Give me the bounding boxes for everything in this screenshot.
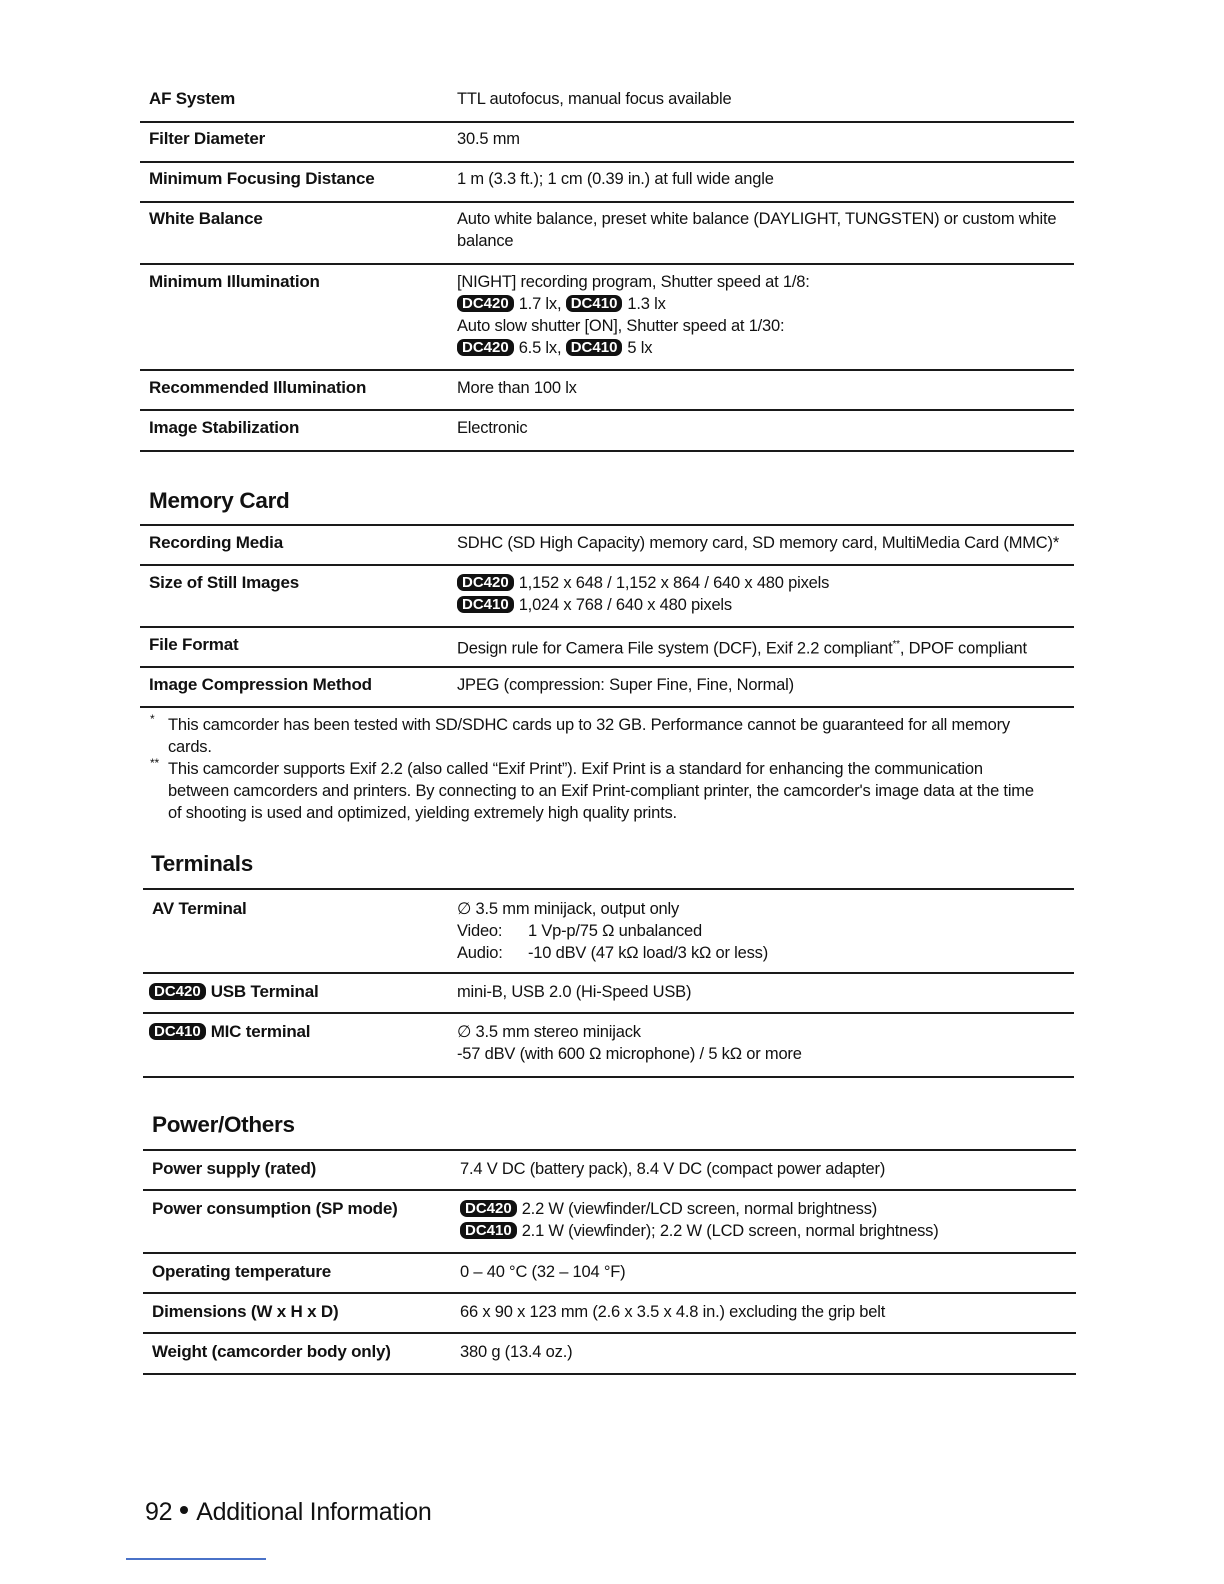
spec-value: mini-B, USB 2.0 (Hi-Speed USB) — [457, 983, 692, 1001]
spec-label: AV Terminal — [152, 899, 247, 918]
dc410-badge: DC410 — [566, 339, 623, 356]
spec-row — [140, 526, 1074, 566]
spec-row — [140, 123, 1074, 163]
dc410-badge: DC410 — [460, 1222, 517, 1239]
spec-value: 0 – 40 °C (32 – 104 °F) — [460, 1263, 626, 1281]
spec-label: Minimum Illumination — [149, 272, 320, 291]
spec-label: Weight (camcorder body only) — [152, 1342, 391, 1361]
spec-label: DC420 USB Terminal — [149, 981, 319, 1003]
spec-value: 7.4 V DC (battery pack), 8.4 V DC (compact power adapter) — [460, 1160, 886, 1178]
spec-row — [140, 203, 1074, 265]
spec-row — [140, 371, 1074, 411]
dc420-badge: DC420 — [457, 295, 514, 312]
spec-label: Size of Still Images — [149, 573, 299, 592]
spec-row — [140, 566, 1074, 628]
spec-row — [140, 265, 1074, 371]
section-title-power-others: Power/Others — [152, 1112, 295, 1137]
spec-label: Operating temperature — [152, 1262, 332, 1281]
spec-value: TTL autofocus, manual focus available — [457, 90, 732, 108]
dc410-badge: DC410 — [149, 1023, 206, 1040]
spec-row — [143, 974, 1074, 1014]
page-number: 92 — [145, 1498, 173, 1526]
spec-row — [140, 163, 1074, 203]
spec-value: 66 x 90 x 123 mm (2.6 x 3.5 x 4.8 in.) excluding the grip belt — [460, 1303, 886, 1321]
spec-row — [143, 1191, 1076, 1254]
spec-row — [143, 890, 1074, 974]
page-footer — [145, 1496, 431, 1528]
spec-label: Image Compression Method — [149, 675, 372, 694]
spec-row — [140, 88, 1074, 123]
top-spec-table — [140, 88, 1074, 452]
dc420-badge: DC420 — [457, 574, 514, 591]
spec-row — [143, 1014, 1074, 1078]
spec-row — [143, 1151, 1076, 1191]
memory-card-table — [140, 526, 1074, 708]
spec-label: Minimum Focusing Distance — [149, 169, 375, 188]
scan-artifact-line — [126, 1558, 266, 1560]
spec-value: Electronic — [457, 419, 528, 437]
spec-value: 380 g (13.4 oz.) — [460, 1343, 573, 1361]
spec-value: JPEG (compression: Super Fine, Fine, Normal) — [457, 676, 794, 694]
spec-label: White Balance — [149, 209, 263, 228]
terminals-table — [143, 890, 1074, 1078]
spec-label: Power supply (rated) — [152, 1159, 317, 1178]
spec-value: SDHC (SD High Capacity) memory card, SD memory card, MultiMedia Card (MMC)* — [457, 534, 1060, 552]
spec-label: DC410 MIC terminal — [149, 1021, 310, 1043]
spec-value: DC420 2.2 W (viewfinder/LCD screen, normal brightness) DC410 2.1 W (viewfinder); 2.2 W (LCD screen, normal brightness) — [460, 1198, 939, 1242]
footnotes — [148, 714, 1048, 824]
dc420-badge: DC420 — [149, 983, 206, 1000]
dc420-badge: DC420 — [457, 339, 514, 356]
spec-value: [NIGHT] recording program, Shutter speed at 1/8: DC420 1.7 lx, DC410 1.3 lx Auto slow shutter [ON], Shutter speed at 1/30: DC420 6.5 lx, DC410 5 lx — [457, 273, 810, 357]
spec-label: File Format — [149, 635, 239, 654]
spec-label: Dimensions (W x H x D) — [152, 1302, 339, 1321]
footnote: ** This camcorder supports Exif 2.2 (also called “Exif Print”). Exif Print is a standard for enhancing the communication between camcorders and printers. By connecting to an Exif Print-compliant printer, the camcorder's image data at the time of shooting is used and optimized, yielding extremely high quality prints. — [150, 756, 1034, 822]
spec-label: Recommended Illumination — [149, 378, 367, 397]
spec-row — [140, 628, 1074, 668]
spec-row — [143, 1294, 1076, 1334]
spec-value: More than 100 lx — [457, 379, 577, 397]
spec-label: Power consumption (SP mode) — [152, 1199, 398, 1218]
spec-value: Auto white balance, preset white balance (DAYLIGHT, TUNGSTEN) or custom white balance — [457, 210, 1057, 250]
spec-label: AF System — [149, 89, 236, 108]
footer-section: Additional Information — [196, 1498, 432, 1526]
dc410-badge: DC410 — [566, 295, 623, 312]
spec-label: Filter Diameter — [149, 129, 266, 148]
section-title-terminals: Terminals — [151, 851, 253, 876]
dc410-badge: DC410 — [457, 596, 514, 613]
spec-value: DC420 1,152 x 648 / 1,152 x 864 / 640 x 480 pixels DC410 1,024 x 768 / 640 x 480 pixels — [457, 572, 829, 616]
dc420-badge: DC420 — [460, 1200, 517, 1217]
spec-label: Recording Media — [149, 533, 283, 552]
spec-value: ∅ 3.5 mm stereo minijack -57 dBV (with 600 Ω microphone) / 5 kΩ or more — [457, 1023, 802, 1063]
spec-value: 1 m (3.3 ft.); 1 cm (0.39 in.) at full wide angle — [457, 170, 774, 188]
spec-label: Image Stabilization — [149, 418, 300, 437]
spec-value: 30.5 mm — [457, 130, 520, 148]
footnote: * This camcorder has been tested with SD/SDHC cards up to 32 GB. Performance cannot be guaranteed for all memory cards. — [150, 712, 1010, 756]
spec-row — [140, 411, 1074, 452]
spec-value: Design rule for Camera File system (DCF), Exif 2.2 compliant**, DPOF compliant — [457, 639, 1027, 658]
spec-value: ∅ 3.5 mm minijack, output only Video: 1 Vp-p/75 Ω unbalanced Audio: -10 dBV (47 kΩ load/3 kΩ or less) — [457, 900, 769, 962]
spec-row — [143, 1254, 1076, 1294]
power-table — [143, 1151, 1076, 1375]
section-title-memory-card: Memory Card — [149, 488, 290, 513]
bullet-icon — [180, 1506, 188, 1514]
spec-row — [143, 1334, 1076, 1375]
spec-row — [140, 668, 1074, 708]
